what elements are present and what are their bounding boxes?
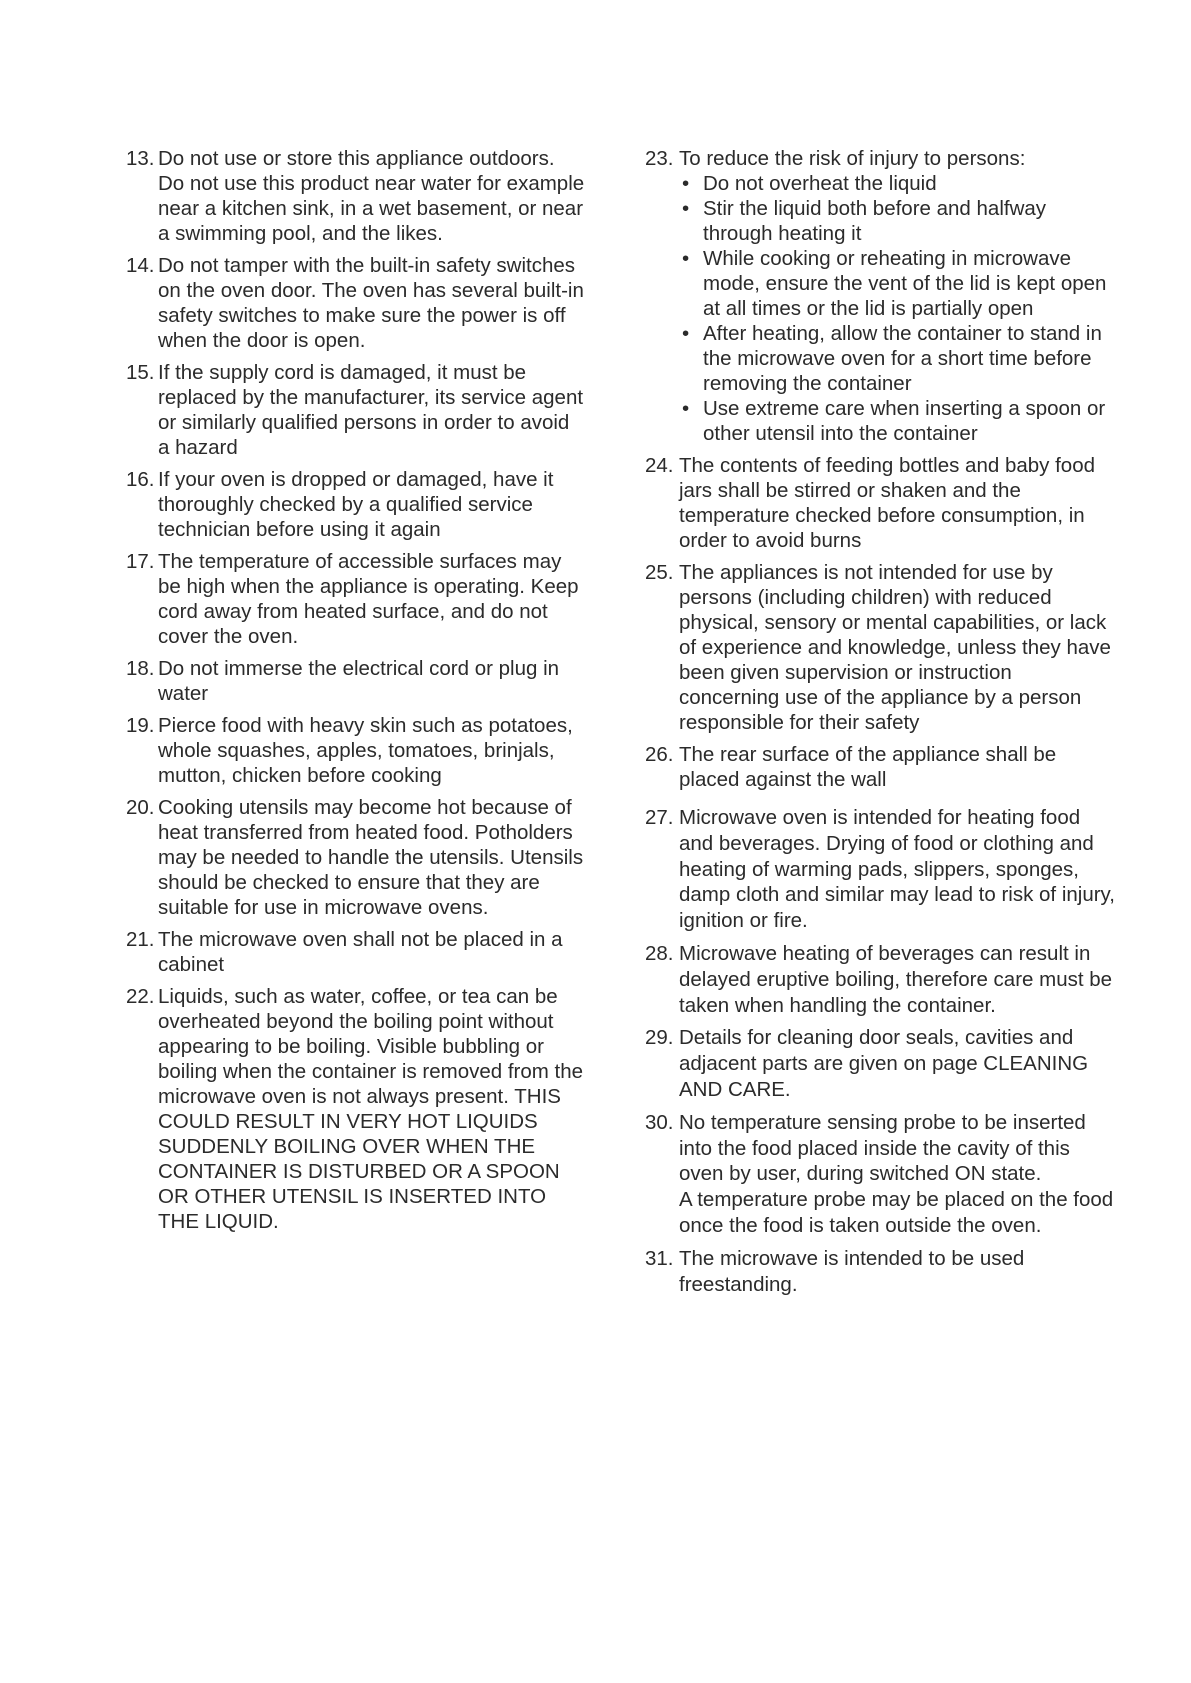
list-item	[645, 146, 1115, 446]
item-number: 31.	[645, 1246, 674, 1270]
list-item	[126, 253, 586, 353]
item-number: 19.	[126, 714, 155, 737]
item-text: The rear surface of the appliance shall be placed against the wall	[679, 743, 1057, 791]
item-text: Cooking utensils may become hot because of heat transferred from heated food. Potholders may be needed to handle the utensils. Utensils should be checked to ensure that they are suitable for use in microwave ovens.	[158, 796, 584, 919]
bullet-item: • Use extreme care when inserting a spoon or other utensil into the container	[679, 396, 1115, 446]
bullet-item: • After heating, allow the container to stand in the microwave oven for a short time before removing the container	[679, 321, 1115, 396]
item-text: Microwave oven is intended for heating food and beverages. Drying of food or clothing and heating of warming pads, slippers, sponges, damp cloth and similar may lead to risk of injury, ignition or fire.	[679, 806, 1115, 933]
list-item	[126, 467, 586, 542]
item-text: If your oven is dropped or damaged, have it thoroughly checked by a qualified service technician before using it again	[158, 468, 554, 541]
list-item	[126, 146, 586, 246]
item-text: The microwave oven shall not be placed in a cabinet	[158, 928, 563, 976]
list-item	[645, 1246, 1115, 1298]
item-text: The temperature of accessible surfaces may be high when the appliance is operating. Keep cord away from heated surface, and do not cover the oven.	[158, 550, 579, 648]
item-text: No temperature sensing probe to be inserted into the food placed inside the cavity of this oven by user, during switched ON state.	[679, 1110, 1086, 1186]
item-number: 28.	[645, 941, 674, 965]
item-number: 18.	[126, 657, 155, 680]
list-item	[645, 742, 1115, 792]
list-item	[645, 805, 1115, 934]
left-column	[126, 146, 586, 1241]
item-number: 21.	[126, 928, 155, 951]
item-text: The microwave is intended to be used freestanding.	[679, 1246, 1025, 1296]
list-item	[126, 713, 586, 788]
list-item	[645, 941, 1115, 1018]
item-text: The contents of feeding bottles and baby food jars shall be stirred or shaken and the temperature checked before consumption, in order to avoid burns	[679, 454, 1095, 552]
item-number: 13.	[126, 147, 155, 170]
list-item	[645, 453, 1115, 553]
item-number: 15.	[126, 361, 155, 384]
list-item	[645, 1110, 1115, 1239]
item-number: 17.	[126, 550, 155, 573]
list-item	[126, 795, 586, 920]
list-item	[645, 560, 1115, 735]
list-item	[126, 360, 586, 460]
item-number: 16.	[126, 468, 155, 491]
item-text: Details for cleaning door seals, cavities and adjacent parts are given on page CLEANING AND CARE.	[679, 1026, 1089, 1101]
item-text: Liquids, such as water, coffee, or tea can be overheated beyond the boiling point without appearing to be boiling. Visible bubbling or boiling when the container is removed from the microwave oven is not always present. THIS COULD RESULT IN VERY HOT LIQUIDS SUDDENLY BOILING OVER WHEN THE CONTAINER IS DISTURBED OR A SPOON OR OTHER UTENSIL IS INSERTED INTO THE LIQUID.	[158, 985, 584, 1233]
item-text: Do not immerse the electrical cord or plug in water	[158, 657, 560, 705]
item-text: Do not tamper with the built-in safety switches on the oven door. The oven has several built-in safety switches to make sure the power is off when the door is open.	[158, 254, 584, 352]
bullet-item: • While cooking or reheating in microwave mode, ensure the vent of the lid is kept open at all times or the lid is partially open	[679, 246, 1115, 321]
item-number: 27.	[645, 806, 674, 829]
item-text: To reduce the risk of injury to persons:	[679, 147, 1026, 170]
item-number: 26.	[645, 743, 674, 766]
item-number: 22.	[126, 985, 155, 1008]
item-text: The appliances is not intended for use by persons (including children) with reduced physical, sensory or mental capabilities, or lack of experience and knowledge, unless they have been given supervision or instruction concerning use of the appliance by a person responsible for their safety	[679, 561, 1111, 734]
item-number: 20.	[126, 796, 155, 819]
list-item	[126, 656, 586, 706]
bullet-item: • Do not overheat the liquid	[679, 171, 1115, 196]
list-item	[126, 984, 586, 1234]
item-number: 29.	[645, 1026, 674, 1050]
item-number: 25.	[645, 561, 674, 584]
item-number: 14.	[126, 254, 155, 277]
bullet-item: • Stir the liquid both before and halfway through heating it	[679, 196, 1115, 246]
list-item	[126, 927, 586, 977]
bullet-list	[679, 171, 1115, 446]
item-number: 24.	[645, 454, 674, 477]
item-text: Microwave heating of beverages can result in delayed eruptive boiling, therefore care must be taken when handling the container.	[679, 941, 1113, 1017]
item-number: 30.	[645, 1110, 674, 1134]
list-item	[645, 1025, 1115, 1102]
item-text: Do not use or store this appliance outdoors. Do not use this product near water for example near a kitchen sink, in a wet basement, or near a swimming pool, and the likes.	[158, 147, 585, 245]
item-text: If the supply cord is damaged, it must be replaced by the manufacturer, its service agent or similarly qualified persons in order to avoid a hazard	[158, 361, 584, 459]
item-text: Pierce food with heavy skin such as potatoes, whole squashes, apples, tomatoes, brinjals, mutton, chicken before cooking	[158, 714, 573, 787]
right-column	[645, 146, 1115, 1304]
list-item	[126, 549, 586, 649]
item-extra-text: A temperature probe may be placed on the food once the food is taken outside the oven.	[679, 1188, 1114, 1237]
item-number: 23.	[645, 147, 674, 170]
